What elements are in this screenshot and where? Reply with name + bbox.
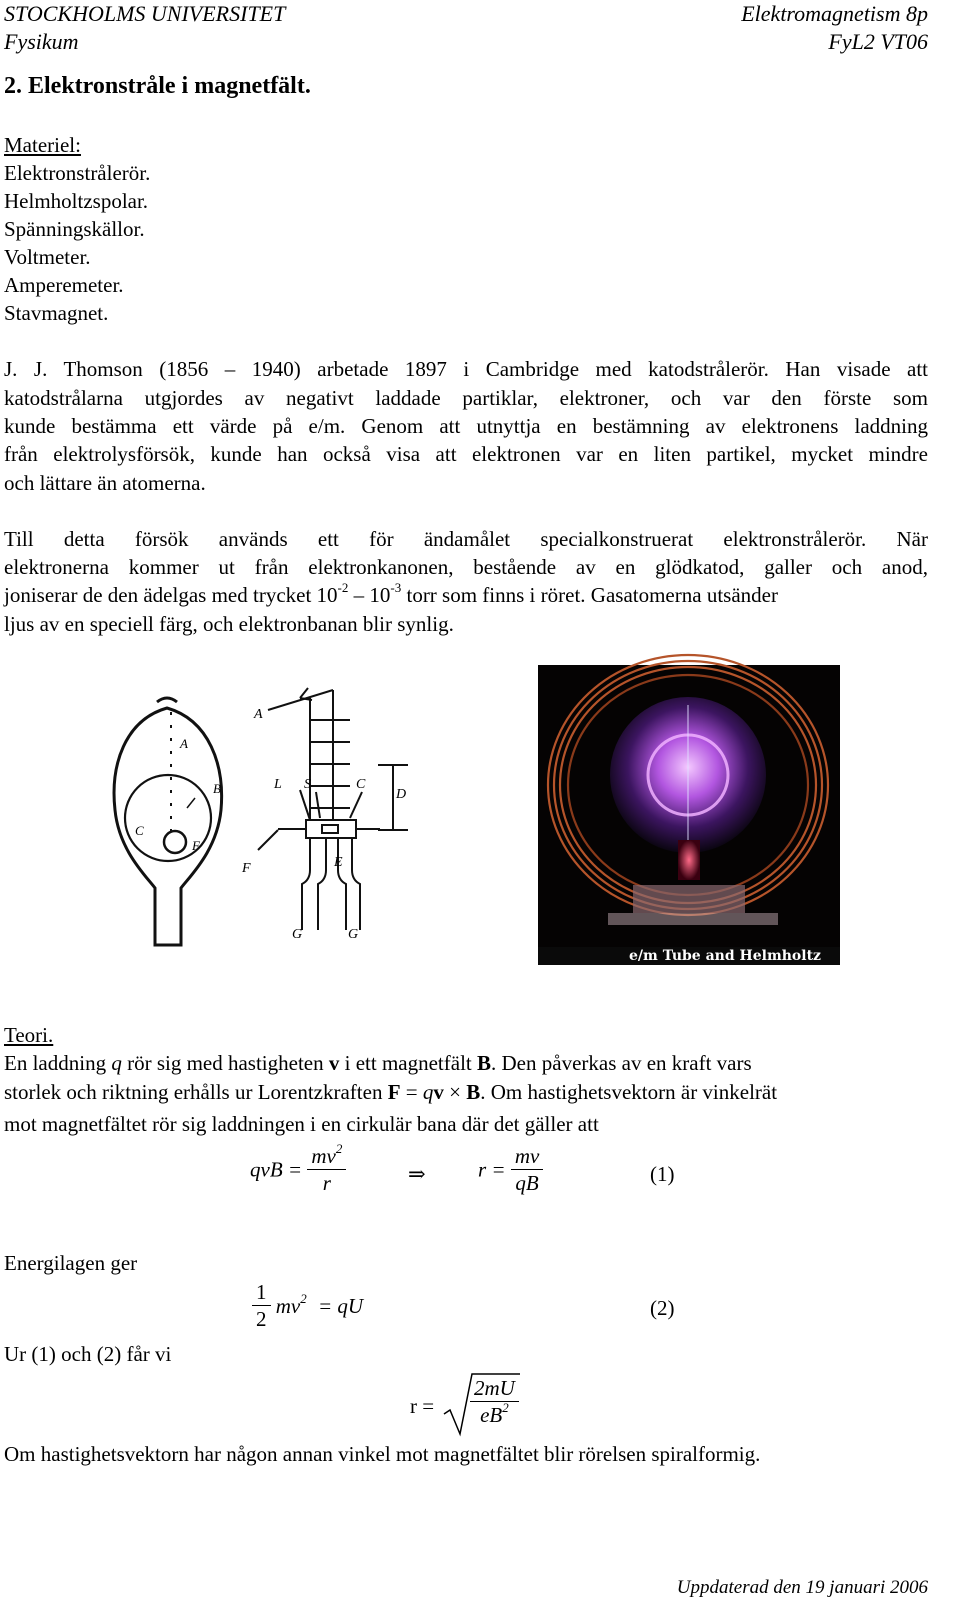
symbol-v: v <box>433 1080 444 1104</box>
gun-label: E <box>334 855 343 870</box>
eq1-denominator: qB <box>515 1171 539 1195</box>
text: mv <box>275 1293 301 1318</box>
combine-text: Ur (1) och (2) får vi <box>4 1342 172 1366</box>
cross-symbol: × <box>443 1080 467 1104</box>
theory-text <box>4 1049 752 1077</box>
eq1-denominator: r <box>322 1171 331 1195</box>
eq1-r: r = <box>478 1157 506 1182</box>
text: = <box>400 1080 423 1104</box>
equation-1 <box>250 1143 346 1196</box>
text: rör sig med hastigheten <box>121 1051 329 1075</box>
text: . Den påverkas av en kraft vars <box>491 1051 752 1075</box>
text: . Om hastighetsvektorn är vinkelrät <box>480 1080 778 1104</box>
half-fraction <box>252 1279 271 1332</box>
photo-illustration <box>538 665 840 947</box>
intro-line: kunde bestämma ett värde på e/m. Genom att utnyttja en bestämning av elektronens laddning <box>4 414 928 438</box>
materials-heading: Materiel: <box>4 133 81 157</box>
department-name: Fysikum <box>4 29 79 54</box>
materials-list <box>4 159 150 327</box>
setup-line: Till detta försök används ett för ändamålet specialkonstruerat elektronstrålerör. När <box>4 527 928 551</box>
exponent: -2 <box>337 580 349 595</box>
tube-label: B <box>213 781 221 796</box>
symbol-b: B <box>477 1051 492 1075</box>
exponent: 2 <box>502 1400 509 1415</box>
setup-line <box>4 581 928 609</box>
gun-label: G <box>348 927 359 942</box>
equation-2 <box>252 1279 363 1332</box>
setup-text: joniserar de den ädelgas med trycket 10 <box>4 583 338 607</box>
gun-label: F <box>242 861 251 876</box>
symbol-f: F <box>387 1080 401 1104</box>
eq2-mv <box>275 1290 307 1318</box>
list-item: Stavmagnet. <box>4 301 109 325</box>
equation-3-lhs: r = <box>410 1394 435 1418</box>
intro-line: katodstrålarna utgjordes av negativt laddade partiklar, elektroner, och var den förste som <box>4 386 928 410</box>
text: i ett magnetfält <box>339 1051 477 1075</box>
eq1-lhs: qvB = <box>250 1157 303 1182</box>
gun-label: L <box>274 777 282 792</box>
intro-line: J. J. Thomson (1856 – 1940) arbetade 1897 i Cambridge med katodstrålerör. Han visade att <box>4 357 928 381</box>
updated-date: Uppdaterad den 19 januari 2006 <box>676 1577 928 1598</box>
gun-label: S <box>304 777 311 792</box>
theory-heading: Teori. <box>4 1023 54 1047</box>
eq3-denominator: eB <box>480 1403 503 1427</box>
list-item: Spänningskällor. <box>4 217 145 241</box>
eq1-numerator: mv <box>311 1144 336 1168</box>
em-tube-photo <box>538 665 840 982</box>
gun-label: G <box>292 927 303 942</box>
symbol-b: B <box>466 1080 481 1104</box>
equation-1-label: (1) <box>650 1162 675 1186</box>
tube-label: F <box>192 838 200 853</box>
list-item: Helmholtzspolar. <box>4 189 149 213</box>
setup-text: – 10 <box>348 583 391 607</box>
tube-label: C <box>135 823 144 838</box>
eq2-numerator: 1 <box>252 1279 271 1306</box>
list-item: Voltmeter. <box>4 245 91 269</box>
photo-caption: e/m Tube and Helmholtz Coils <box>628 948 822 982</box>
gun-label: D <box>396 787 407 802</box>
setup-line: elektronerna kommer ut från elektronkanonen, bestående av en glödkatod, galler och anod, <box>4 555 928 579</box>
list-item: Amperemeter. <box>4 273 124 297</box>
page-title: 2. Elektronstråle i magnetfält. <box>4 73 311 99</box>
text: En laddning <box>4 1051 112 1075</box>
course-term: FyL2 VT06 <box>828 29 928 54</box>
symbol-v: v <box>328 1051 340 1075</box>
eq1-fraction-2 <box>511 1143 544 1196</box>
tube-label: A <box>180 736 188 751</box>
root-fraction <box>470 1375 519 1428</box>
energy-text: Energilagen ger <box>4 1251 138 1275</box>
cathode-ray-tube-diagram <box>105 690 230 955</box>
gun-label: C <box>356 777 366 792</box>
theory-line <box>4 1049 928 1077</box>
intro-line: och lättare än atomerna. <box>4 471 206 495</box>
implies-symbol: ⇒ <box>408 1162 426 1186</box>
electron-gun-diagram <box>238 680 438 945</box>
symbol-q: q <box>111 1051 122 1075</box>
list-item: Elektronstrålerör. <box>4 161 151 185</box>
equation-3-fraction <box>470 1375 519 1428</box>
eq2-rhs: = qU <box>318 1293 364 1318</box>
symbol-q: q <box>422 1080 434 1104</box>
eq1-fraction <box>307 1143 346 1196</box>
theory-line <box>4 1078 928 1106</box>
intro-line: från elektrolysförsök, kunde han också visa att elektronen var en liten partikel, mycket mindre <box>4 442 928 466</box>
exponent: -3 <box>390 580 402 595</box>
eq3-numerator: 2mU <box>470 1375 519 1402</box>
closing-text: Om hastighetsvektorn har någon annan vinkel mot magnetfältet blir rörelsen spiralformig. <box>4 1442 761 1466</box>
setup-text: torr som finns i röret. Gasatomerna utsänder <box>401 583 778 607</box>
exponent: 2 <box>335 1141 343 1156</box>
university-name: STOCKHOLMS UNIVERSITET <box>4 1 286 26</box>
exponent: 2 <box>300 1290 307 1306</box>
eq1-numerator: mv <box>511 1143 544 1170</box>
eq2-denominator: 2 <box>256 1307 267 1331</box>
text: storlek och riktning erhålls ur Lorentzkraften <box>4 1080 388 1104</box>
course-name: Elektromagnetism 8p <box>741 1 928 26</box>
equation-2-label: (2) <box>650 1296 675 1320</box>
gun-label: A <box>254 707 263 722</box>
theory-line: mot magnetfältet rör sig laddningen i en cirkulär bana där det gäller att <box>4 1112 599 1136</box>
equation-1-solved <box>478 1143 543 1196</box>
setup-line: ljus av en speciell färg, och elektronbanan blir synlig. <box>4 612 454 636</box>
